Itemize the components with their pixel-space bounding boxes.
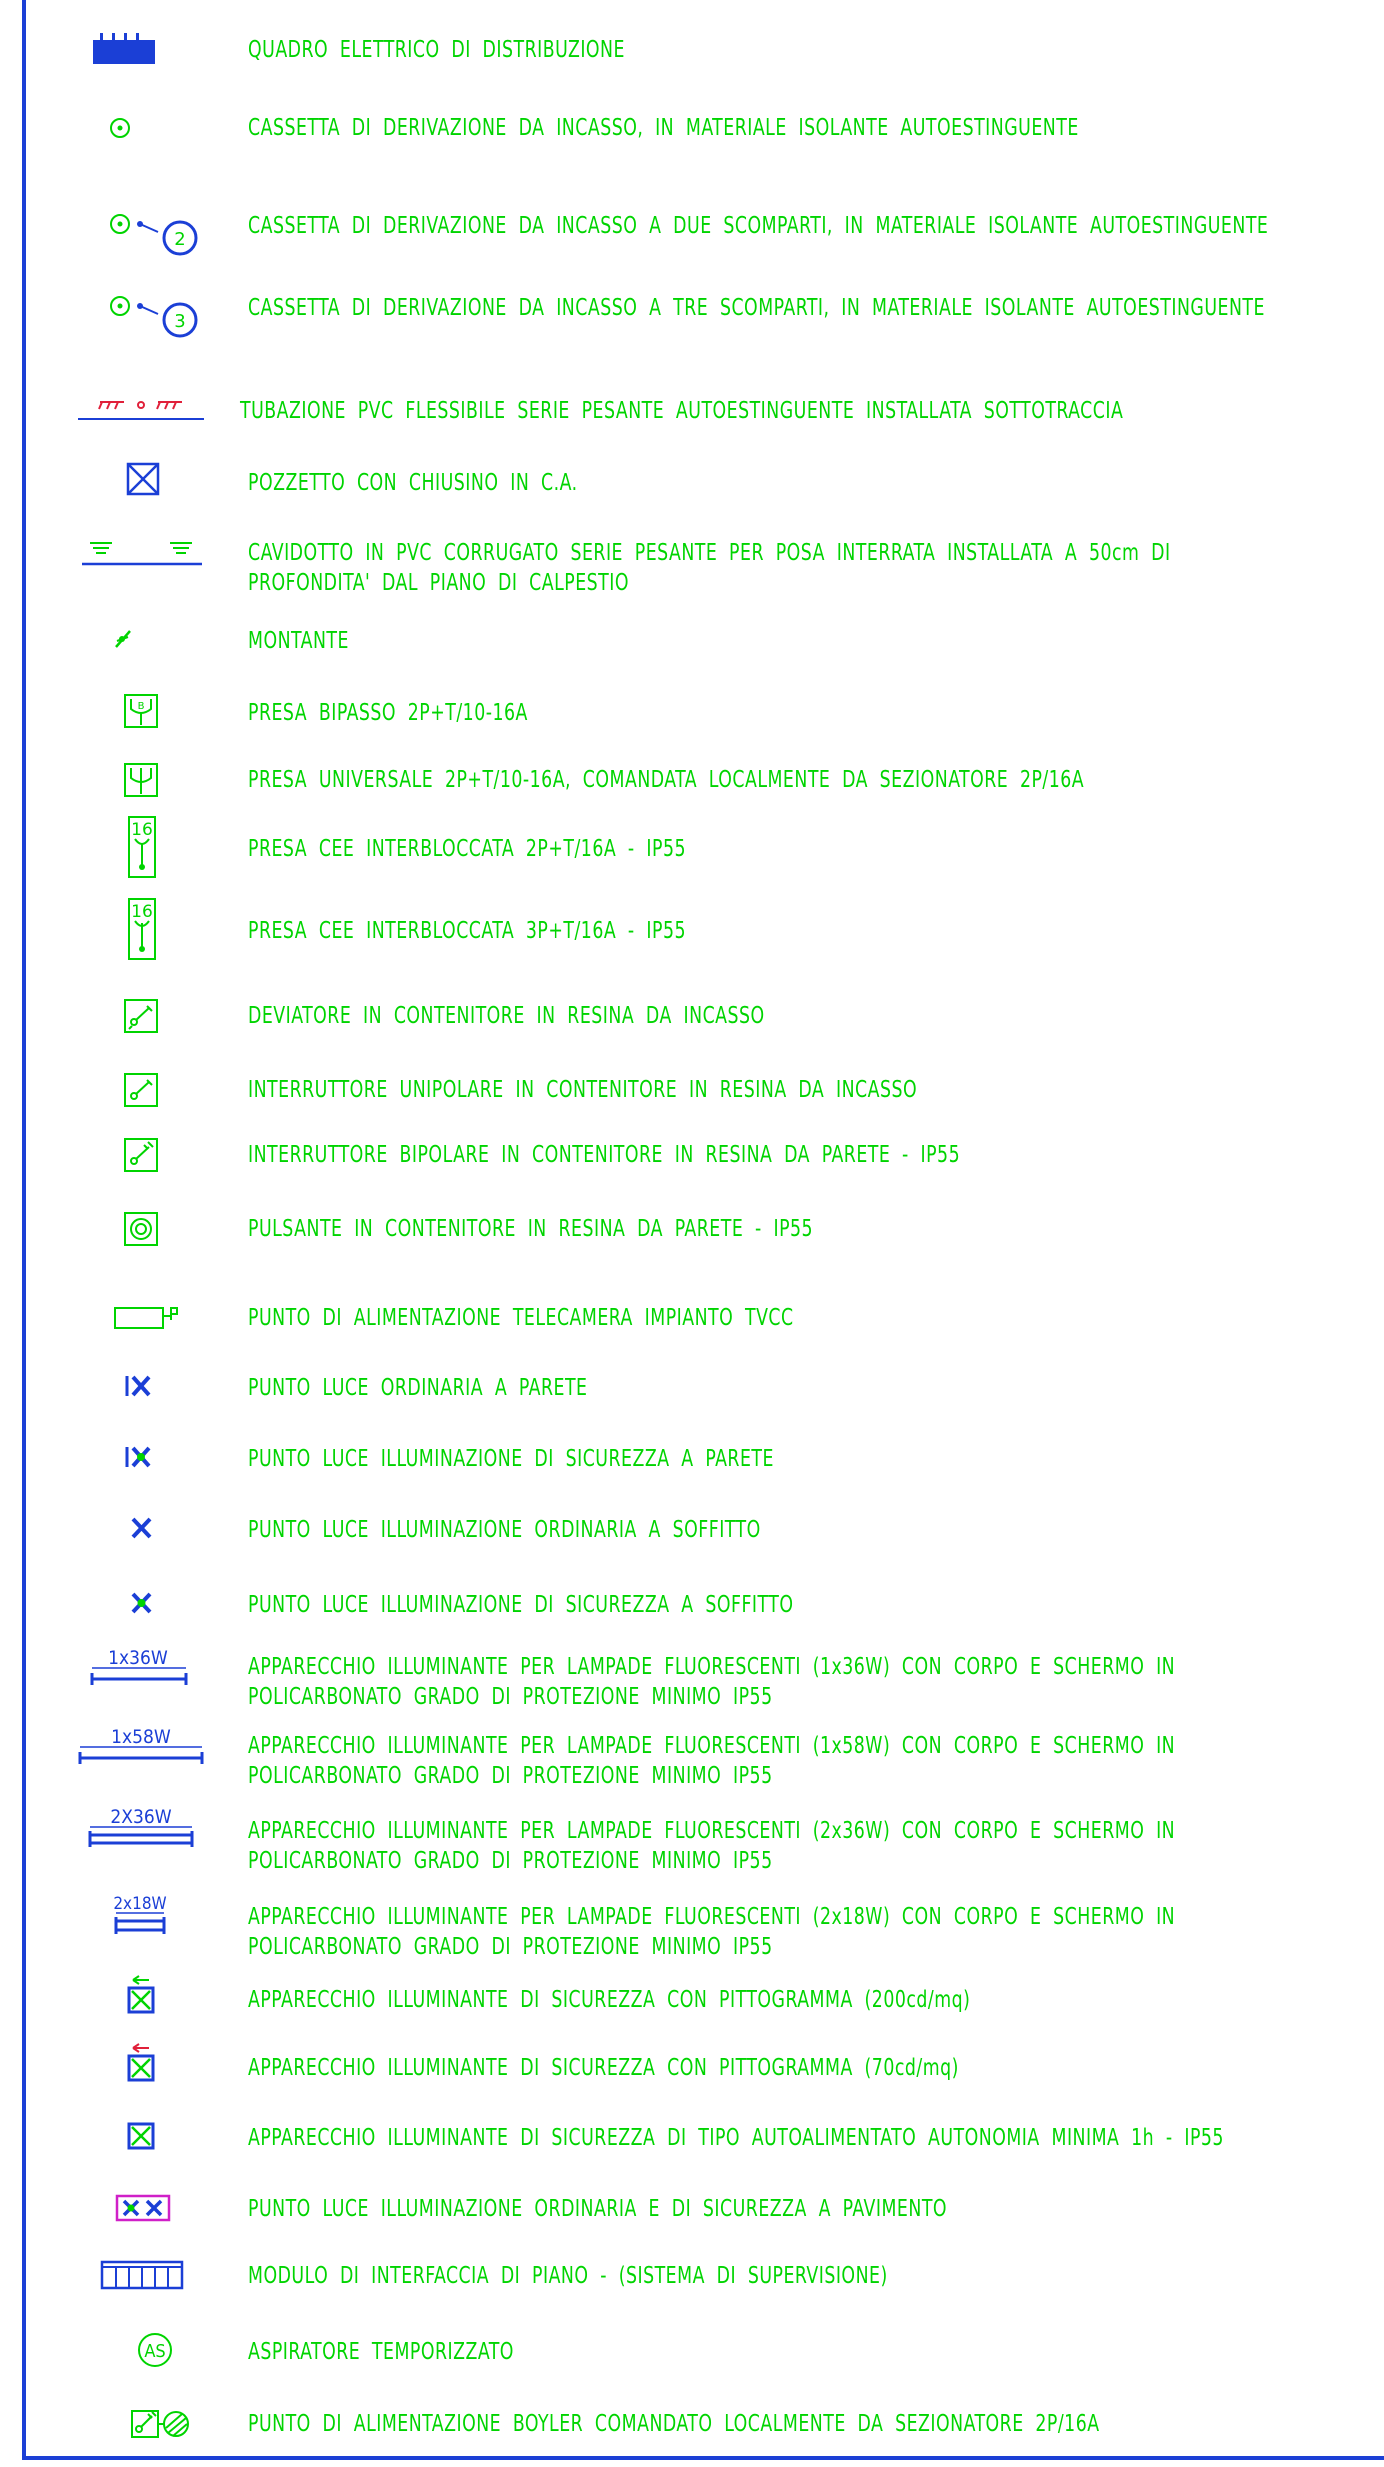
cassetta-due-scomparti-icon [108, 210, 208, 260]
sicurezza-autoalimentato-icon [125, 2120, 165, 2154]
legend-description: PUNTO LUCE ILLUMINAZIONE ORDINARIA E DI SICUREZZA A PAVIMENTO [248, 2194, 948, 2222]
svg-text:1x36W: 1x36W [108, 1647, 168, 1669]
legend-description: APPARECCHIO ILLUMINANTE DI SICUREZZA CON PITTOGRAMMA (70cd/mq) [248, 2053, 959, 2081]
svg-text:1x58W: 1x58W [111, 1726, 171, 1748]
legend-description: MODULO DI INTERFACCIA DI PIANO - (SISTEMA DI SUPERVISIONE) [248, 2261, 888, 2289]
luce-parete-icon [125, 1372, 165, 1402]
legend-description: PUNTO LUCE ILLUMINAZIONE DI SICUREZZA A PARETE [248, 1444, 774, 1472]
pozzetto-icon [126, 462, 162, 498]
svg-text:2: 2 [174, 229, 186, 250]
legend-description: CAVIDOTTO IN PVC CORRUGATO SERIE PESANTE PER POSA INTERRATA INSTALLATA A 50cm DI PROFONDITA' DAL PIANO DI CALPESTIO [248, 538, 1171, 596]
legend-description: TUBAZIONE PVC FLESSIBILE SERIE PESANTE AUTOESTINGUENTE INSTALLATA SOTTOTRACCIA [240, 396, 1124, 424]
interruttore-unipolare-icon [123, 1072, 163, 1112]
legend-description: APPARECCHIO ILLUMINANTE DI SICUREZZA DI TIPO AUTOALIMENTATO AUTONOMIA MINIMA 1h - IP55 [248, 2123, 1224, 2151]
legend-description: PUNTO DI ALIMENTAZIONE BOYLER COMANDATO LOCALMENTE DA SEZIONATORE 2P/16A [248, 2409, 1100, 2437]
presa-bipasso-icon [123, 693, 163, 733]
aspiratore-icon [137, 2332, 177, 2372]
modulo-interfaccia-icon [100, 2258, 190, 2294]
legend-description: MONTANTE [248, 626, 349, 654]
legend-description: PULSANTE IN CONTENITORE IN RESINA DA PARETE - IP55 [248, 1214, 814, 1242]
presa-cee-3p-icon [127, 897, 161, 963]
svg-text:AS: AS [144, 2341, 166, 2362]
luce-sicurezza-soffitto-icon [130, 1589, 160, 1619]
legend-description: CASSETTA DI DERIVAZIONE DA INCASSO A TRE SCOMPARTI, IN MATERIALE ISOLANTE AUTOESTINGUENTE [248, 293, 1265, 321]
fluorescente-2x36-icon [88, 1805, 198, 1855]
svg-text:3: 3 [174, 311, 186, 332]
legend-description: PUNTO DI ALIMENTAZIONE TELECAMERA IMPIANTO TVCC [248, 1303, 794, 1331]
legend-description: ASPIRATORE TEMPORIZZATO [248, 2337, 514, 2365]
luce-soffitto-icon [130, 1514, 160, 1544]
legend-description: PRESA CEE INTERBLOCCATA 2P+T/16A - IP55 [248, 834, 687, 862]
legend-description: PUNTO LUCE ILLUMINAZIONE ORDINARIA A SOFFITTO [248, 1515, 761, 1543]
legend-description: APPARECCHIO ILLUMINANTE PER LAMPADE FLUORESCENTI (1x36W) CON CORPO E SCHERMO IN POLICARBONATO GRADO DI PROTEZIONE MINIMO IP55 [248, 1652, 1176, 1710]
legend-description: CASSETTA DI DERIVAZIONE DA INCASSO A DUE SCOMPARTI, IN MATERIALE ISOLANTE AUTOESTINGUENTE [248, 211, 1269, 239]
svg-text:2x18W: 2x18W [113, 1894, 167, 1914]
montante-icon [112, 625, 136, 655]
pulsante-icon [123, 1211, 163, 1251]
cassetta-derivazione-icon [108, 116, 138, 146]
legend-description: PRESA CEE INTERBLOCCATA 3P+T/16A - IP55 [248, 916, 687, 944]
svg-text:16: 16 [131, 902, 153, 922]
sicurezza-200cd-icon [125, 1974, 165, 2020]
telecamera-icon [113, 1302, 193, 1332]
sicurezza-70cd-icon [125, 2042, 165, 2088]
legend-description: APPARECCHIO ILLUMINANTE PER LAMPADE FLUORESCENTI (2x18W) CON CORPO E SCHERMO IN POLICARBONATO GRADO DI PROTEZIONE MINIMO IP55 [248, 1902, 1176, 1960]
fluorescente-1x58-icon [78, 1725, 208, 1769]
presa-universale-icon [123, 762, 163, 802]
legend-description: APPARECCHIO ILLUMINANTE PER LAMPADE FLUORESCENTI (1x58W) CON CORPO E SCHERMO IN POLICARBONATO GRADO DI PROTEZIONE MINIMO IP55 [248, 1731, 1176, 1789]
legend-description: PUNTO LUCE ORDINARIA A PARETE [248, 1373, 588, 1401]
legend-description: DEVIATORE IN CONTENITORE IN RESINA DA INCASSO [248, 1001, 765, 1029]
svg-text:16: 16 [131, 820, 153, 840]
legend-description: APPARECCHIO ILLUMINANTE PER LAMPADE FLUORESCENTI (2x36W) CON CORPO E SCHERMO IN POLICARBONATO GRADO DI PROTEZIONE MINIMO IP55 [248, 1816, 1176, 1874]
quadro-elettrico-icon [90, 30, 160, 70]
svg-text:2X36W: 2X36W [110, 1806, 172, 1828]
svg-text:B: B [137, 701, 145, 712]
legend-description: APPARECCHIO ILLUMINANTE DI SICUREZZA CON PITTOGRAMMA (200cd/mq) [248, 1985, 971, 2013]
cavidotto-icon [82, 537, 212, 577]
legend-description: PRESA BIPASSO 2P+T/10-16A [248, 698, 528, 726]
legend-description: CASSETTA DI DERIVAZIONE DA INCASSO, IN MATERIALE ISOLANTE AUTOESTINGUENTE [248, 113, 1079, 141]
luce-pavimento-icon [115, 2193, 175, 2225]
interruttore-bipolare-icon [123, 1137, 163, 1177]
legend-description: QUADRO ELETTRICO DI DISTRIBUZIONE [248, 35, 625, 63]
fluorescente-1x36-icon [90, 1646, 200, 1690]
legend-description: PRESA UNIVERSALE 2P+T/10-16A, COMANDATA LOCALMENTE DA SEZIONATORE 2P/16A [248, 765, 1085, 793]
legend-description: INTERRUTTORE BIPOLARE IN CONTENITORE IN RESINA DA PARETE - IP55 [248, 1140, 961, 1168]
legend-description: POZZETTO CON CHIUSINO IN C.A. [248, 468, 578, 496]
legend-description: INTERRUTTORE UNIPOLARE IN CONTENITORE IN RESINA DA INCASSO [248, 1075, 918, 1103]
tubazione-pvc-icon [78, 395, 208, 425]
luce-sicurezza-parete-icon [125, 1443, 165, 1473]
deviatore-icon [123, 998, 163, 1038]
boyler-icon [130, 2408, 200, 2442]
fluorescente-2x18-icon [110, 1893, 170, 1943]
presa-cee-2p-icon [127, 815, 161, 881]
cassetta-tre-scomparti-icon [108, 292, 208, 342]
legend-description: PUNTO LUCE ILLUMINAZIONE DI SICUREZZA A SOFFITTO [248, 1590, 794, 1618]
